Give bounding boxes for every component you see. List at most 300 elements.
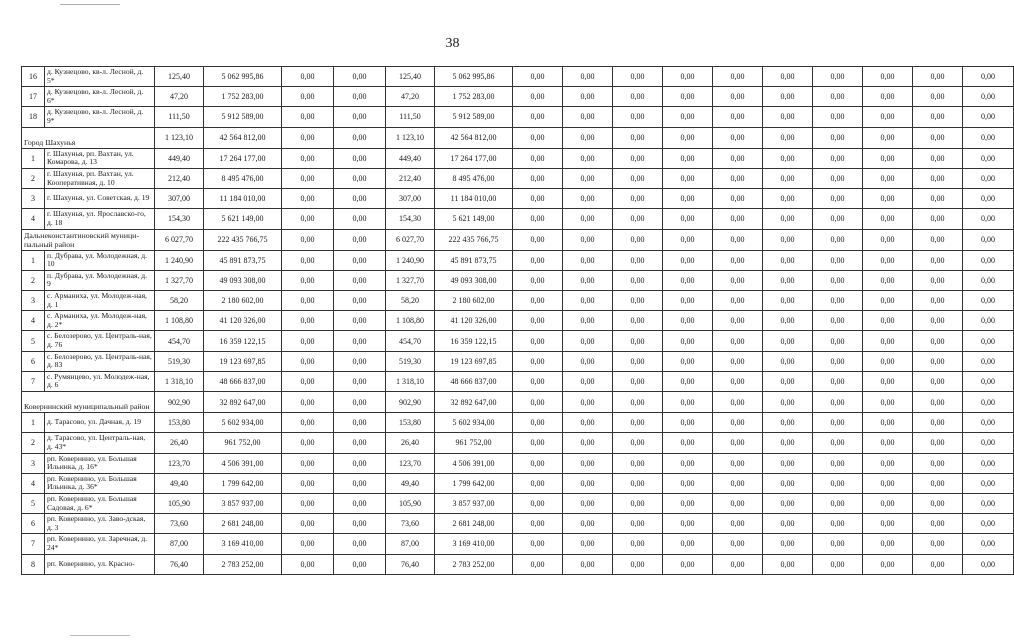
value-cell: 0,00 (713, 250, 763, 270)
value-cell: 0,00 (663, 189, 713, 209)
value-cell: 0,00 (713, 413, 763, 433)
table-row (22, 371, 1014, 391)
area-cell: 1 327,70 (155, 270, 204, 290)
value-cell: 0,00 (713, 311, 763, 331)
value-cell: 0,00 (563, 168, 613, 188)
value-cell: 0,00 (963, 554, 1014, 574)
row-number-cell: 5 (22, 331, 45, 351)
value-cell: 0,00 (913, 514, 963, 534)
value-cell: 1 752 283,00 (435, 87, 513, 107)
value-cell: 0,00 (713, 493, 763, 513)
value-cell: 0,00 (613, 67, 663, 87)
value-cell: 0,00 (663, 392, 713, 413)
value-cell: 4 506 391,00 (435, 453, 513, 473)
value-cell: 0,00 (282, 351, 334, 371)
value-cell: 0,00 (813, 392, 863, 413)
address-cell: с. Арманиха, ул. Молодеж-ная, д. 2* (45, 311, 155, 331)
value-cell: 0,00 (563, 331, 613, 351)
value-cell: 49,40 (386, 473, 435, 493)
cost-cell: 222 435 766,75 (204, 229, 282, 250)
value-cell: 0,00 (963, 413, 1014, 433)
value-cell: 0,00 (282, 413, 334, 433)
address-cell: г. Шахунья, рп. Вахтан, ул. Комарова, д. 13 (45, 148, 155, 168)
value-cell: 0,00 (282, 270, 334, 290)
group-name-cell: Ковернинский муниципальный район (22, 392, 155, 413)
table-row (22, 189, 1014, 209)
value-cell: 0,00 (513, 189, 563, 209)
value-cell: 0,00 (613, 371, 663, 391)
value-cell: 0,00 (563, 270, 613, 290)
address-cell: д. Тарасово, ул. Централь-ная, д. 43* (45, 433, 155, 453)
value-cell: 0,00 (513, 453, 563, 473)
value-cell: 0,00 (513, 534, 563, 554)
value-cell: 0,00 (813, 107, 863, 127)
cost-cell: 1 752 283,00 (204, 87, 282, 107)
value-cell: 0,00 (663, 413, 713, 433)
value-cell: 0,00 (513, 311, 563, 331)
group-name-cell: Город Шахунья (22, 127, 155, 148)
address-cell: д. Кузнецово, кв-л. Лесной, д. 5* (45, 67, 155, 87)
value-cell: 0,00 (613, 87, 663, 107)
value-cell: 0,00 (282, 291, 334, 311)
value-cell: 0,00 (563, 291, 613, 311)
value-cell: 0,00 (963, 371, 1014, 391)
value-cell: 0,00 (913, 250, 963, 270)
value-cell: 0,00 (282, 148, 334, 168)
value-cell: 0,00 (613, 473, 663, 493)
value-cell: 0,00 (663, 270, 713, 290)
value-cell: 0,00 (813, 189, 863, 209)
value-cell: 0,00 (863, 453, 913, 473)
address-cell: рп. Ковернино, ул. Большая Ильинка, д. 16* (45, 453, 155, 473)
value-cell: 2 783 252,00 (435, 554, 513, 574)
value-cell: 0,00 (863, 351, 913, 371)
cost-cell: 4 506 391,00 (204, 453, 282, 473)
cost-cell: 5 912 589,00 (204, 107, 282, 127)
value-cell: 0,00 (282, 453, 334, 473)
value-cell: 0,00 (963, 311, 1014, 331)
value-cell: 5 912 589,00 (435, 107, 513, 127)
value-cell: 3 169 410,00 (435, 534, 513, 554)
row-number-cell: 7 (22, 371, 45, 391)
value-cell: 0,00 (563, 148, 613, 168)
value-cell: 0,00 (913, 392, 963, 413)
value-cell: 0,00 (513, 433, 563, 453)
value-cell: 0,00 (763, 209, 813, 229)
value-cell: 0,00 (763, 473, 813, 493)
value-cell: 2 681 248,00 (435, 514, 513, 534)
value-cell: 0,00 (334, 493, 386, 513)
area-cell: 123,70 (155, 453, 204, 473)
address-cell: с. Белозерово, ул. Централь-ная, д. 83 (45, 351, 155, 371)
scan-artifact-bottom (70, 635, 130, 636)
value-cell: 0,00 (813, 534, 863, 554)
value-cell: 449,40 (386, 148, 435, 168)
value-cell: 0,00 (663, 493, 713, 513)
value-cell: 0,00 (763, 189, 813, 209)
value-cell: 0,00 (282, 250, 334, 270)
value-cell: 0,00 (513, 229, 563, 250)
value-cell: 0,00 (863, 148, 913, 168)
value-cell: 32 892 647,00 (435, 392, 513, 413)
value-cell: 11 184 010,00 (435, 189, 513, 209)
value-cell: 0,00 (863, 493, 913, 513)
value-cell: 0,00 (813, 127, 863, 148)
value-cell: 0,00 (334, 534, 386, 554)
table-row (22, 311, 1014, 331)
value-cell: 0,00 (513, 148, 563, 168)
value-cell: 0,00 (334, 127, 386, 148)
value-cell: 0,00 (563, 554, 613, 574)
value-cell: 154,30 (386, 209, 435, 229)
value-cell: 0,00 (913, 270, 963, 290)
value-cell: 0,00 (913, 331, 963, 351)
value-cell: 0,00 (863, 229, 913, 250)
value-cell: 0,00 (563, 229, 613, 250)
value-cell: 0,00 (663, 433, 713, 453)
value-cell: 8 495 476,00 (435, 168, 513, 188)
value-cell: 0,00 (713, 270, 763, 290)
value-cell: 0,00 (713, 67, 763, 87)
value-cell: 0,00 (334, 189, 386, 209)
value-cell: 0,00 (613, 127, 663, 148)
cost-cell: 5 062 995,86 (204, 67, 282, 87)
value-cell: 0,00 (513, 270, 563, 290)
address-cell: с. Арманиха, ул. Молодеж-ная, д. 1 (45, 291, 155, 311)
area-cell: 49,40 (155, 473, 204, 493)
value-cell: 45 891 873,75 (435, 250, 513, 270)
value-cell: 0,00 (663, 168, 713, 188)
value-cell: 0,00 (813, 148, 863, 168)
table-row (22, 453, 1014, 473)
area-cell: 1 240,90 (155, 250, 204, 270)
value-cell: 0,00 (334, 392, 386, 413)
value-cell: 0,00 (334, 311, 386, 331)
value-cell: 0,00 (282, 209, 334, 229)
value-cell: 0,00 (713, 148, 763, 168)
value-cell: 0,00 (513, 473, 563, 493)
value-cell: 0,00 (334, 453, 386, 473)
value-cell: 0,00 (513, 209, 563, 229)
value-cell: 0,00 (763, 127, 813, 148)
value-cell: 0,00 (713, 291, 763, 311)
value-cell: 0,00 (282, 331, 334, 351)
row-number-cell: 2 (22, 168, 45, 188)
area-cell: 105,90 (155, 493, 204, 513)
cost-cell: 3 169 410,00 (204, 534, 282, 554)
value-cell: 0,00 (663, 87, 713, 107)
value-cell: 0,00 (763, 453, 813, 473)
value-cell: 0,00 (334, 331, 386, 351)
value-cell: 0,00 (282, 392, 334, 413)
value-cell: 0,00 (713, 229, 763, 250)
value-cell: 0,00 (334, 229, 386, 250)
value-cell: 0,00 (913, 291, 963, 311)
value-cell: 0,00 (963, 473, 1014, 493)
value-cell: 0,00 (863, 209, 913, 229)
area-cell: 519,30 (155, 351, 204, 371)
value-cell: 0,00 (863, 371, 913, 391)
value-cell: 0,00 (334, 514, 386, 534)
row-number-cell: 3 (22, 189, 45, 209)
value-cell: 222 435 766,75 (435, 229, 513, 250)
value-cell: 16 359 122,15 (435, 331, 513, 351)
value-cell: 0,00 (513, 291, 563, 311)
value-cell: 0,00 (913, 168, 963, 188)
value-cell: 0,00 (763, 291, 813, 311)
value-cell: 6 027,70 (386, 229, 435, 250)
value-cell: 0,00 (713, 473, 763, 493)
value-cell: 0,00 (663, 534, 713, 554)
value-cell: 0,00 (913, 413, 963, 433)
area-cell: 153,80 (155, 413, 204, 433)
value-cell: 0,00 (613, 270, 663, 290)
address-cell: с. Румянцево, ул. Молодеж-ная, д. 6 (45, 371, 155, 391)
area-cell: 1 108,80 (155, 311, 204, 331)
value-cell: 0,00 (963, 229, 1014, 250)
value-cell: 0,00 (813, 554, 863, 574)
value-cell: 0,00 (813, 371, 863, 391)
value-cell: 0,00 (613, 250, 663, 270)
row-number-cell: 7 (22, 534, 45, 554)
value-cell: 0,00 (713, 514, 763, 534)
value-cell: 0,00 (863, 67, 913, 87)
value-cell: 0,00 (713, 453, 763, 473)
cost-cell: 49 093 308,00 (204, 270, 282, 290)
address-cell: с. Белозерово, ул. Централь-ная, д. 76 (45, 331, 155, 351)
value-cell: 0,00 (813, 453, 863, 473)
value-cell: 0,00 (913, 351, 963, 371)
value-cell: 0,00 (513, 127, 563, 148)
area-cell: 58,20 (155, 291, 204, 311)
value-cell: 0,00 (513, 87, 563, 107)
value-cell: 0,00 (763, 534, 813, 554)
value-cell: 212,40 (386, 168, 435, 188)
value-cell: 0,00 (563, 453, 613, 473)
value-cell: 0,00 (913, 433, 963, 453)
value-cell: 902,90 (386, 392, 435, 413)
value-cell: 0,00 (763, 250, 813, 270)
address-cell: г. Шахунья, ул. Советская, д. 19 (45, 189, 155, 209)
value-cell: 0,00 (613, 107, 663, 127)
value-cell: 0,00 (334, 67, 386, 87)
cost-cell: 961 752,00 (204, 433, 282, 453)
value-cell: 0,00 (813, 493, 863, 513)
value-cell: 0,00 (713, 433, 763, 453)
value-cell: 26,40 (386, 433, 435, 453)
table-row (22, 351, 1014, 371)
value-cell: 0,00 (334, 148, 386, 168)
value-cell: 0,00 (713, 351, 763, 371)
value-cell: 0,00 (613, 453, 663, 473)
value-cell: 0,00 (663, 351, 713, 371)
value-cell: 0,00 (713, 534, 763, 554)
row-number-cell: 4 (22, 473, 45, 493)
value-cell: 0,00 (513, 554, 563, 574)
area-cell: 454,70 (155, 331, 204, 351)
table-row (22, 473, 1014, 493)
value-cell: 0,00 (282, 168, 334, 188)
cost-cell: 48 666 837,00 (204, 371, 282, 391)
value-cell: 0,00 (513, 392, 563, 413)
value-cell: 49 093 308,00 (435, 270, 513, 290)
table-row (22, 168, 1014, 188)
area-cell: 154,30 (155, 209, 204, 229)
value-cell: 0,00 (813, 311, 863, 331)
value-cell: 0,00 (763, 87, 813, 107)
address-cell: г. Шахунья, рп. Вахтан, ул. Кооперативная, д. 10 (45, 168, 155, 188)
page-number: 38 (445, 36, 460, 51)
cost-cell: 5 621 149,00 (204, 209, 282, 229)
value-cell: 0,00 (663, 453, 713, 473)
value-cell: 0,00 (863, 107, 913, 127)
value-cell: 454,70 (386, 331, 435, 351)
value-cell: 0,00 (913, 371, 963, 391)
value-cell: 0,00 (663, 371, 713, 391)
row-number-cell: 5 (22, 493, 45, 513)
value-cell: 76,40 (386, 554, 435, 574)
area-cell: 6 027,70 (155, 229, 204, 250)
table-row (22, 413, 1014, 433)
value-cell: 47,20 (386, 87, 435, 107)
cost-cell: 45 891 873,75 (204, 250, 282, 270)
value-cell: 0,00 (963, 67, 1014, 87)
value-cell: 0,00 (613, 311, 663, 331)
value-cell: 0,00 (913, 67, 963, 87)
value-cell: 0,00 (563, 250, 613, 270)
value-cell: 0,00 (863, 168, 913, 188)
value-cell: 2 180 602,00 (435, 291, 513, 311)
value-cell: 0,00 (563, 127, 613, 148)
value-cell: 0,00 (763, 270, 813, 290)
row-number-cell: 6 (22, 514, 45, 534)
value-cell: 0,00 (282, 127, 334, 148)
value-cell: 0,00 (763, 351, 813, 371)
cost-cell: 16 359 122,15 (204, 331, 282, 351)
area-cell: 125,40 (155, 67, 204, 87)
value-cell: 0,00 (713, 554, 763, 574)
row-number-cell: 1 (22, 148, 45, 168)
address-cell: п. Дубрава, ул. Молодежная, д. 9 (45, 270, 155, 290)
table-row (22, 148, 1014, 168)
value-cell: 0,00 (663, 67, 713, 87)
value-cell: 0,00 (613, 433, 663, 453)
value-cell: 153,80 (386, 413, 435, 433)
value-cell: 0,00 (663, 473, 713, 493)
value-cell: 0,00 (813, 168, 863, 188)
value-cell: 0,00 (763, 493, 813, 513)
value-cell: 41 120 326,00 (435, 311, 513, 331)
value-cell: 0,00 (334, 433, 386, 453)
value-cell: 0,00 (513, 107, 563, 127)
area-cell: 76,40 (155, 554, 204, 574)
value-cell: 0,00 (813, 291, 863, 311)
value-cell: 0,00 (763, 371, 813, 391)
value-cell: 42 564 812,00 (435, 127, 513, 148)
area-cell: 449,40 (155, 148, 204, 168)
cost-cell: 2 180 602,00 (204, 291, 282, 311)
value-cell: 0,00 (913, 534, 963, 554)
value-cell: 0,00 (334, 168, 386, 188)
value-cell: 0,00 (613, 514, 663, 534)
value-cell: 0,00 (963, 291, 1014, 311)
table-row (22, 209, 1014, 229)
value-cell: 87,00 (386, 534, 435, 554)
value-cell: 0,00 (913, 229, 963, 250)
value-cell: 1 799 642,00 (435, 473, 513, 493)
value-cell: 0,00 (663, 229, 713, 250)
group-name-cell: Дальнеконстантиновский муници-пальный район (22, 229, 155, 250)
table-row (22, 554, 1014, 574)
value-cell: 0,00 (963, 331, 1014, 351)
value-cell: 0,00 (334, 209, 386, 229)
row-number-cell: 18 (22, 107, 45, 127)
area-cell: 212,40 (155, 168, 204, 188)
value-cell: 0,00 (613, 168, 663, 188)
area-cell: 87,00 (155, 534, 204, 554)
cost-cell: 41 120 326,00 (204, 311, 282, 331)
value-cell: 0,00 (813, 413, 863, 433)
value-cell: 0,00 (813, 473, 863, 493)
table-row (22, 107, 1014, 127)
value-cell: 0,00 (913, 107, 963, 127)
value-cell: 0,00 (963, 189, 1014, 209)
value-cell: 0,00 (563, 371, 613, 391)
value-cell: 0,00 (713, 331, 763, 351)
area-cell: 307,00 (155, 189, 204, 209)
value-cell: 0,00 (563, 392, 613, 413)
value-cell: 1 327,70 (386, 270, 435, 290)
value-cell: 0,00 (813, 433, 863, 453)
value-cell: 0,00 (913, 127, 963, 148)
value-cell: 0,00 (763, 67, 813, 87)
value-cell: 0,00 (913, 453, 963, 473)
value-cell: 0,00 (563, 209, 613, 229)
value-cell: 0,00 (282, 433, 334, 453)
value-cell: 0,00 (334, 291, 386, 311)
table-row (22, 87, 1014, 107)
cost-cell: 19 123 697,85 (204, 351, 282, 371)
value-cell: 0,00 (963, 514, 1014, 534)
value-cell: 1 318,10 (386, 371, 435, 391)
value-cell: 0,00 (282, 371, 334, 391)
table-row (22, 331, 1014, 351)
value-cell: 0,00 (282, 311, 334, 331)
value-cell: 0,00 (963, 534, 1014, 554)
value-cell: 0,00 (713, 209, 763, 229)
value-cell: 0,00 (963, 148, 1014, 168)
value-cell: 0,00 (282, 107, 334, 127)
area-cell: 73,60 (155, 514, 204, 534)
value-cell: 0,00 (963, 392, 1014, 413)
value-cell: 0,00 (863, 554, 913, 574)
value-cell: 0,00 (334, 250, 386, 270)
row-number-cell: 17 (22, 87, 45, 107)
value-cell: 0,00 (334, 107, 386, 127)
value-cell: 0,00 (913, 493, 963, 513)
value-cell: 0,00 (563, 87, 613, 107)
value-cell: 0,00 (813, 351, 863, 371)
value-cell: 0,00 (513, 250, 563, 270)
value-cell: 0,00 (663, 311, 713, 331)
value-cell: 0,00 (613, 392, 663, 413)
value-cell: 19 123 697,85 (435, 351, 513, 371)
value-cell: 0,00 (563, 514, 613, 534)
table-group-row (22, 229, 1014, 250)
value-cell: 0,00 (513, 493, 563, 513)
value-cell: 519,30 (386, 351, 435, 371)
value-cell: 0,00 (813, 229, 863, 250)
